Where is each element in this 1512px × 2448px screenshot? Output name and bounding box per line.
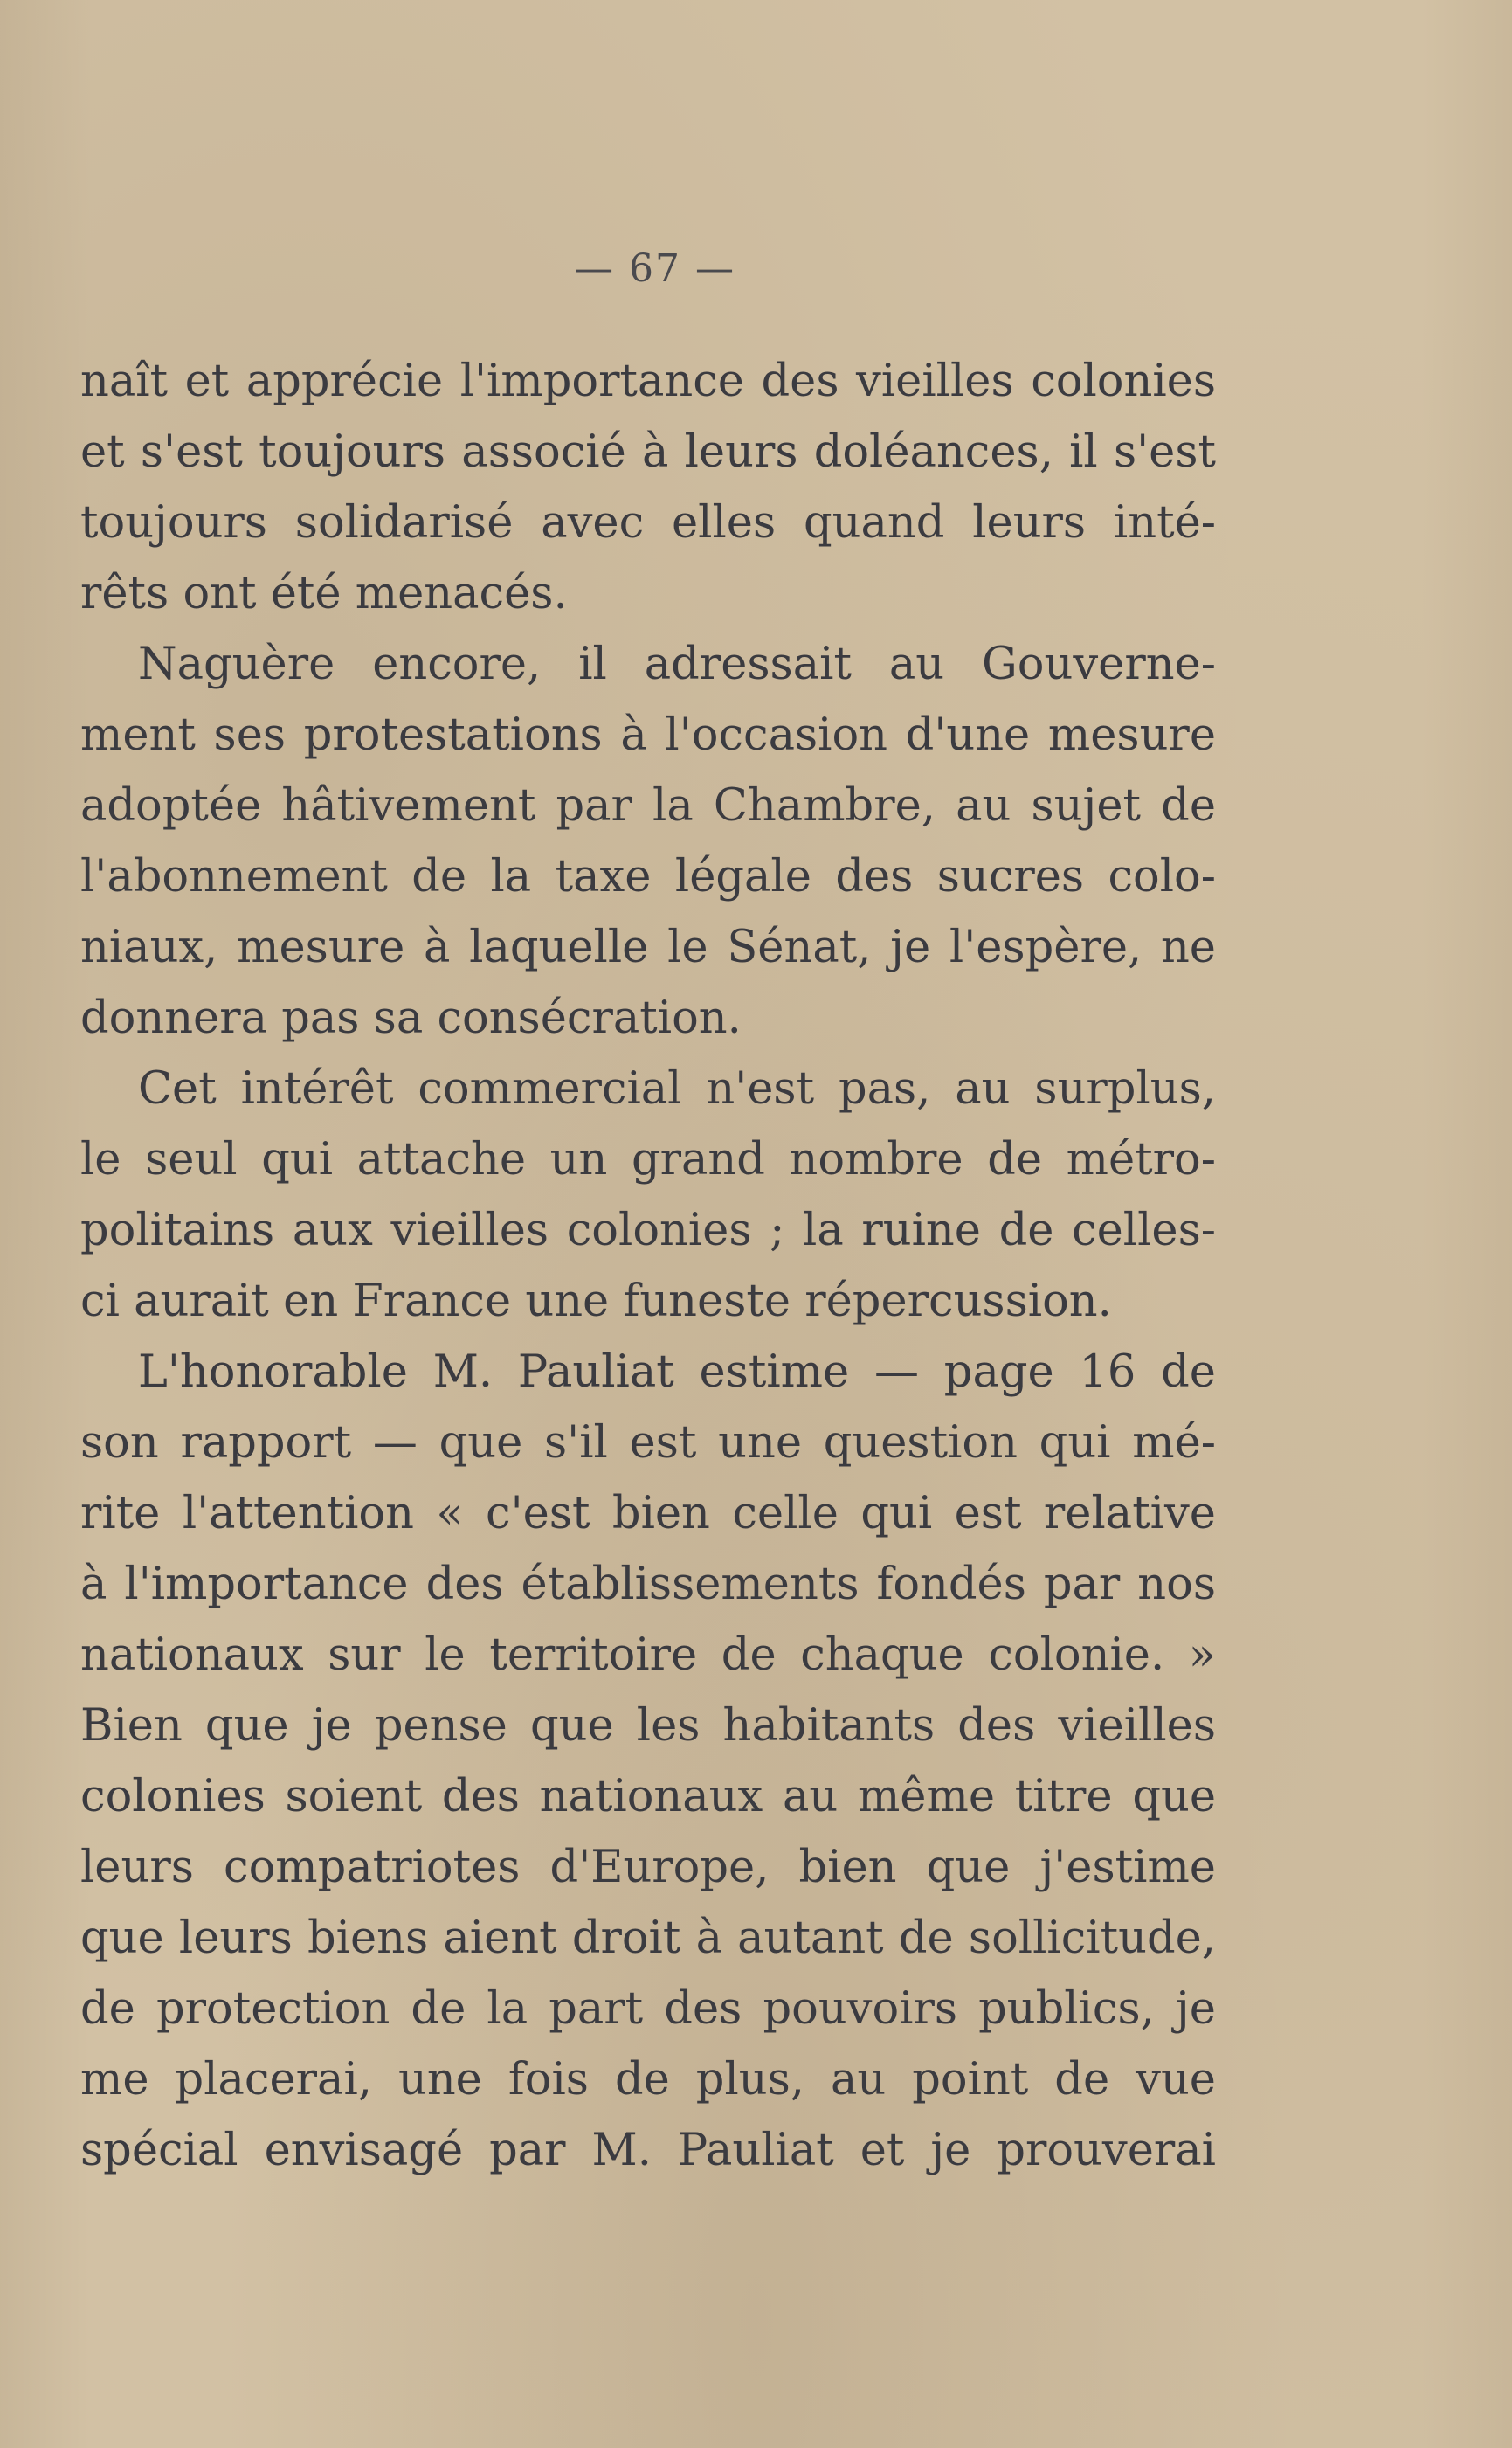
text-line: le seul qui attache un grand nombre de métro-: [80, 1134, 1216, 1186]
text-line: à l'importance des établissements fondés par nos: [80, 1559, 1216, 1610]
text-line: l'abonnement de la taxe légale des sucres colo-: [80, 851, 1216, 902]
text-line: rite l'attention « c'est bien celle qui est relative: [80, 1488, 1216, 1539]
text-line: ment ses protestations à l'occasion d'une mesure: [80, 709, 1216, 761]
text-line: que leurs biens aient droit à autant de sollicitude,: [80, 1912, 1216, 1964]
text-line: naît et apprécie l'importance des vieilles colonies: [80, 356, 1216, 407]
text-line: leurs compatriotes d'Europe, bien que j'estime: [80, 1842, 1216, 1893]
text-line: rêts ont été menacés.: [80, 568, 568, 619]
text-line: donnera pas sa consécration.: [80, 992, 742, 1044]
text-line: ci aurait en France une funeste répercussion.: [80, 1276, 1112, 1327]
text-line: son rapport — que s'il est une question qui mé-: [80, 1417, 1216, 1469]
text-line: adoptée hâtivement par la Chambre, au sujet de: [80, 780, 1216, 832]
page-number: — 67 —: [575, 246, 735, 291]
text-line: me placerai, une fois de plus, au point de vue: [80, 2054, 1216, 2106]
text-line: de protection de la part des pouvoirs publics, je: [80, 1983, 1216, 2035]
text-line: Naguère encore, il adressait au Gouverne-: [138, 639, 1216, 690]
text-line: colonies soient des nationaux au même titre que: [80, 1771, 1216, 1822]
text-line: Cet intérêt commercial n'est pas, au surplus,: [138, 1063, 1216, 1115]
text-line: politains aux vieilles colonies ; la ruine de celles-: [80, 1205, 1216, 1256]
text-line: toujours solidarisé avec elles quand leurs inté-: [80, 497, 1216, 549]
text-line: niaux, mesure à laquelle le Sénat, je l'espère, ne: [80, 922, 1216, 973]
text-line: spécial envisagé par M. Pauliat et je prouverai: [80, 2125, 1216, 2176]
body-text: [80, 346, 1216, 2186]
text-line: nationaux sur le territoire de chaque colonie. »: [80, 1629, 1216, 1681]
text-line: Bien que je pense que les habitants des vieilles: [80, 1700, 1216, 1752]
text-line: et s'est toujours associé à leurs doléances, il s'est: [80, 426, 1216, 478]
text-line: L'honorable M. Pauliat estime — page 16 de: [138, 1346, 1216, 1398]
